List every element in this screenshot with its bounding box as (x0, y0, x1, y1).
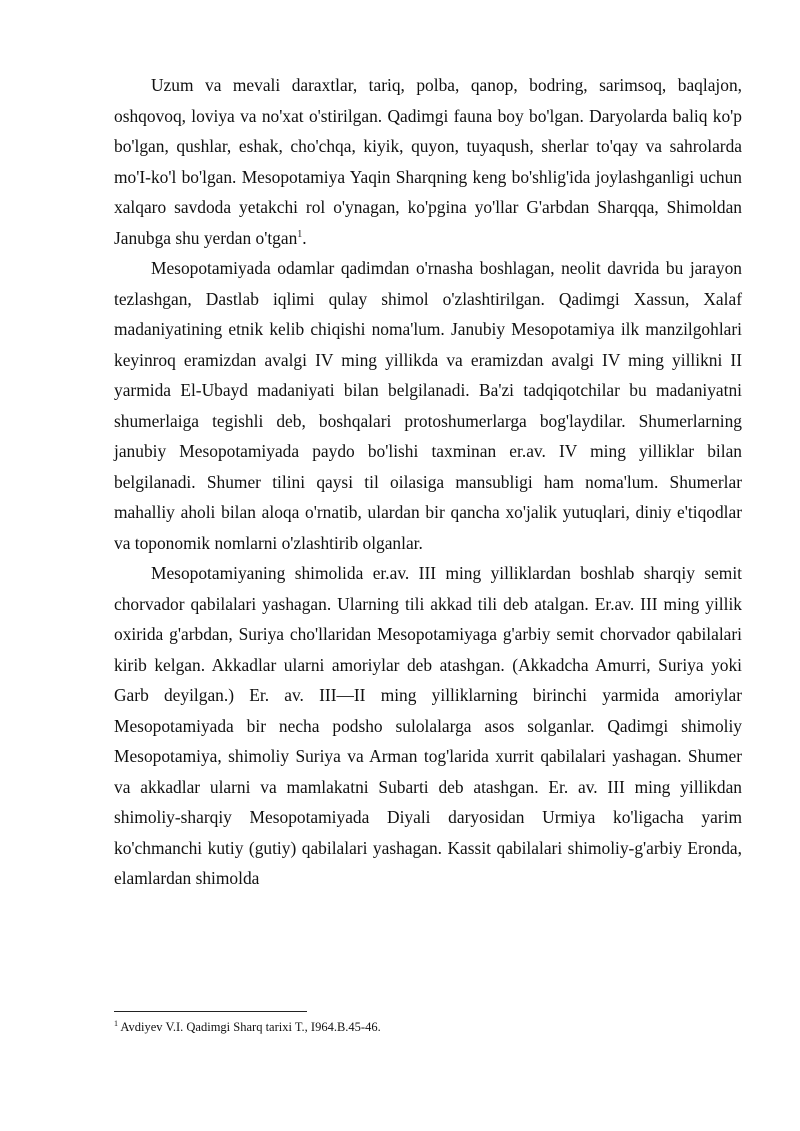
paragraph-1-text: Uzum va mevali daraxtlar, tariq, polba, qanop, bodring, sarimsoq, baqlajon, oshqovoq, loviya va no'xat o'stirilgan. Qadimgi fauna boy bo'lgan. Daryolarda baliq ko'p bo'lgan, qushlar, eshak, cho'chqa, kiyik, quyon, tuyaqush, sherlar to'qay va sahrolarda mo'I-ko'l bo'lgan. Mesopotamiya Yaqin Sharqning keng bo'shlig'ida joylashganligi uchun xalqaro savdoda yetakchi rol o'ynagan, ko'pgina yo'llar G'arbdan Sharqqa, Shimoldan Janubga shu yerdan o'tgan (114, 75, 742, 248)
footnote (114, 1019, 742, 1035)
footnote-marker: 1 (114, 1018, 118, 1028)
body-text (114, 70, 742, 894)
footnote-separator (114, 1011, 307, 1012)
paragraph-1 (114, 70, 742, 253)
footnote-reference[interactable]: 1 (297, 228, 303, 240)
paragraph-3 (114, 558, 742, 894)
paragraph-3-text: Mesopotamiyaning shimolida er.av. III ming yilliklardan boshlab sharqiy semit chorvador qabilalari yashagan. Ularning tili akkad tili deb atalgan. Er.av. III ming yillik oxirida g'arbdan, Suriya cho'llaridan Mesopotamiyaga g'arbiy semit chorvador qabilalari kirib kelgan. Akkadlar ularni amoriylar deb atashgan. (Akkadcha Amurri, Suriya yoki Garb deyilgan.) Er. av. III—II ming yilliklarning birinchi yarmida amoriylar Mesopotamiyada bir necha podsho sulolalarga asos solganlar. Qadimgi shimoliy Mesopotamiya, shimoliy Suriya va Arman tog'larida xurrit qabilalari yashagan. Shumer va akkadlar ularni va mamlakatni Subarti deb atashgan. Er. av. III ming yillikdan shimoliy-sharqiy Mesopotamiyada Diyali daryosidan Urmiya ko'ligacha yarim ko'chmanchi kutiy (gutiy) qabilalari yashagan. Kassit qabilalari shimoliy-g'arbiy Eronda, elamlardan shimolda (114, 563, 742, 888)
paragraph-1-tail: . (302, 227, 307, 248)
paragraph-2-text: Mesopotamiyada odamlar qadimdan o'rnasha boshlagan, neolit davrida bu jarayon tezlashgan, Dastlab iqlimi qulay shimol o'zlashtirilgan. Qadimgi Xassun, Xalaf madaniyatining etnik kelib chiqishi noma'lum. Janubiy Mesopotamiya ilk manzilgohlari keyinroq eramizdan avalgi IV ming yillikda va eramizdan avalgi IV ming yillikni II yarmida El-Ubayd madaniyati bilan belgilanadi. Ba'zi tadqiqotchilar bu madaniyatni shumerlaiga tegishli deb, boshqalari protoshumerlarga bog'laydilar. Shumerlarning janubiy Mesopotamiyada paydo bo'lishi taxminan er.av. IV ming yilliklar bilan belgilanadi. Shumer tilini qaysi til oilasiga mansubligi ham noma'lum. Shumerlar mahalliy aholi bilan aloqa o'rnatib, ulardan bir qancha xo'jalik yutuqlari, diniy e'tiqodlar va toponomik nomlarni o'zlashtirib olganlar. (114, 258, 742, 553)
paragraph-2 (114, 253, 742, 558)
footnote-text: Avdiyev V.I. Qadimgi Sharq tarixi T., I964.B.45-46. (118, 1020, 381, 1034)
